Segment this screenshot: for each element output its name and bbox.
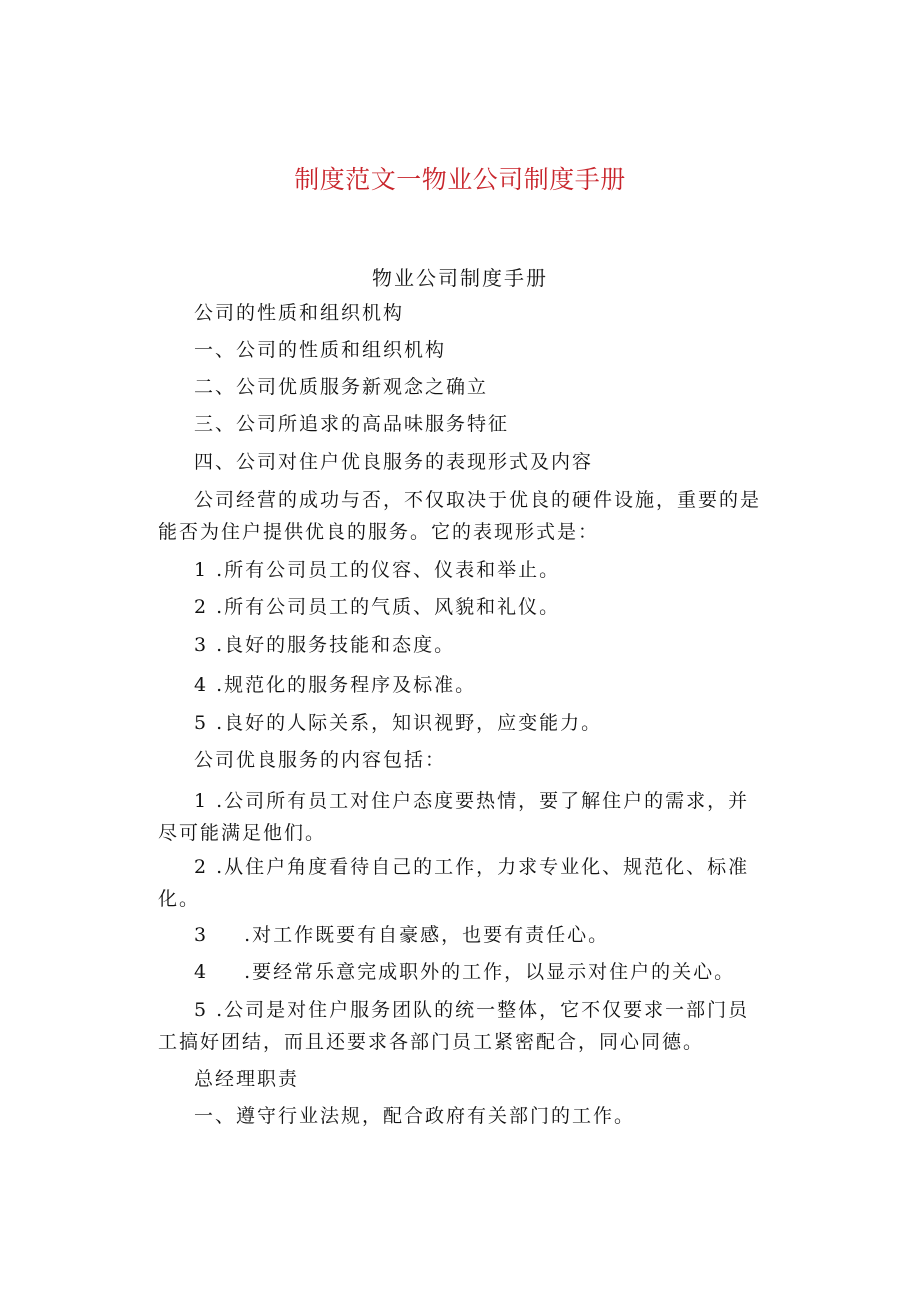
gm-item-1: 一、遵守行业法规，配合政府有关部门的工作。 [194, 1105, 636, 1127]
toc-item-4: 四、公司对住户优良服务的表现形式及内容 [194, 451, 594, 473]
form-item-5: 5 .良好的人际关系，知识视野，应变能力。 [194, 712, 603, 734]
content-item-3-text: .对工作既要有自豪感，也要有责任心。 [244, 924, 610, 946]
section-heading: 公司的性质和组织机构 [194, 302, 405, 324]
toc-item-2: 二、公司优质服务新观念之确立 [194, 376, 489, 398]
form-item-4: 4 .规范化的服务程序及标准。 [194, 674, 477, 696]
content-item-4 [158, 957, 804, 987]
intro-paragraph: 公司经营的成功与否，不仅取决于优良的硬件设施，重要的是能否为住户提供优良的服务。它的表现形式是： [158, 489, 762, 543]
toc-item-1: 一、公司的性质和组织机构 [194, 339, 447, 361]
content-item-3 [158, 920, 804, 950]
document-title: 制度范文一物业公司制度手册 [294, 165, 626, 194]
gm-heading: 总经理职责 [194, 1068, 300, 1090]
content-item-4-text: .要经常乐意完成职外的工作，以显示对住户的关心。 [244, 961, 736, 983]
content-item-4-number: 4 [194, 961, 209, 983]
content-item-5: 5 .公司是对住户服务团队的统一整体，它不仅要求一部门员工搞好团结，而且还要求各部门员工紧密配合，同心同德。 [158, 999, 750, 1053]
content-item-3-number: 3 [194, 924, 209, 946]
form-item-2: 2 .所有公司员工的气质、风貌和礼仪。 [194, 596, 561, 618]
handbook-subtitle: 物业公司制度手册 [372, 266, 548, 290]
content-heading: 公司优良服务的内容包括： [194, 749, 447, 771]
content-item-1: 1 .公司所有员工对住户态度要热情，要了解住户的需求，并尽可能满足他们。 [158, 790, 750, 844]
toc-item-3: 三、公司所追求的高品味服务特征 [194, 413, 510, 435]
form-item-3: 3 .良好的服务技能和态度。 [194, 634, 456, 656]
form-item-1: 1 .所有公司员工的仪容、仪表和举止。 [194, 559, 561, 581]
content-item-2: 2 .从住户角度看待自己的工作，力求专业化、规范化、标准化。 [158, 856, 750, 910]
